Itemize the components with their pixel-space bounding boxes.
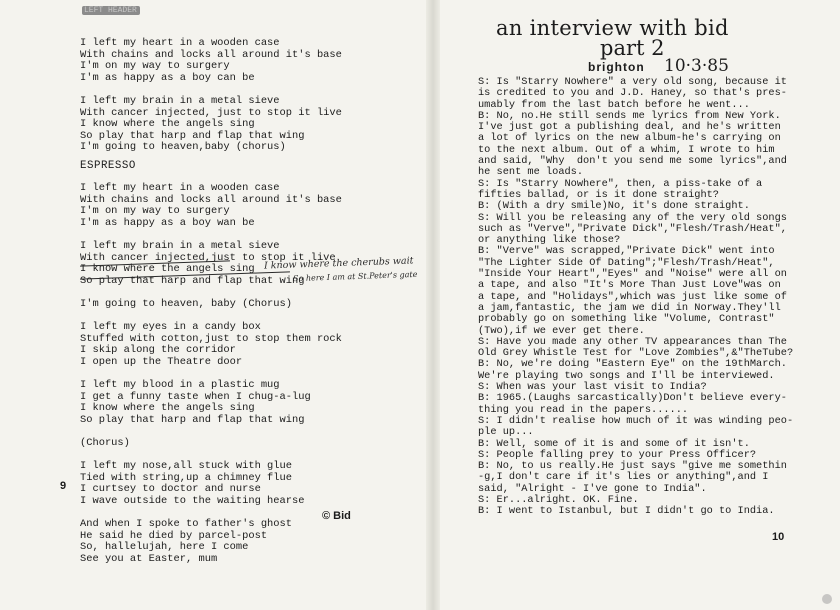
header-smudge: LEFT HEADER <box>82 6 140 15</box>
lyric-line: I left my heart in a wooden case <box>80 37 280 49</box>
lyric-line: I'm going to heaven, baby (Chorus) <box>80 297 293 310</box>
interview-line: We're playing two songs and I'll be interviewed. <box>478 369 775 382</box>
interview-line: B: No, to us really.He just says "give me somethin <box>478 460 787 473</box>
interview-line: or anything like those? <box>478 234 621 247</box>
lyric-line: (Chorus) <box>80 437 130 450</box>
interview-line: B: "Verve" was scrapped,"Private Dick" went into <box>478 245 775 258</box>
lyric-line: So play that harp and flap that wing <box>80 129 305 142</box>
interview-line: probably go on something like "Volume, Contrast" <box>478 313 775 326</box>
song-lyrics-espresso <box>80 183 342 566</box>
lyric-line: He said he died by parcel-post <box>80 529 268 542</box>
lyric-line: I know where the angels sing <box>80 118 255 131</box>
lyric-line: I'm on my way to surgery <box>80 205 230 218</box>
interview-line: a jam,fantastic, the jam we did in Norway.They'll <box>478 301 781 314</box>
lyric-line: And when I spoke to father's ghost <box>80 518 293 531</box>
lyric-line: I left my blood in a plastic mug <box>80 379 280 392</box>
interview-line: thing you read in the papers...... <box>478 403 689 416</box>
interview-line: B: No, no.He still sends me lyrics from New York. <box>478 109 781 122</box>
interview-line: S: I didn't realise how much of it was winding peo- <box>478 414 794 427</box>
interview-line: "The Lighter Side Of Dating";"Flesh/Trash/Heat", <box>478 256 775 269</box>
lyric-line: I left my brain in a metal sieve <box>80 94 280 107</box>
interview-line: B: No, we're doing "Eastern Eye" on the 19thMarch. <box>478 358 787 371</box>
page-number: 10 <box>772 531 785 543</box>
interview-line: B: I went to Istanbul, but I didn't go to India. <box>478 505 775 518</box>
lyric-line: I curtsey to doctor and nurse <box>80 483 261 496</box>
song-verse-block <box>80 38 342 154</box>
lyric-line: I know where the angels sing <box>80 263 255 276</box>
lyric-line: I'm on my way to surgery <box>80 60 230 73</box>
lyric-line: So, hallelujah, here I come <box>80 541 249 554</box>
interview-line: such as "Verve","Private Dick","Flesh/Trash/Heat", <box>478 222 787 235</box>
interview-location: brighton <box>588 60 645 74</box>
lyric-line: I left my heart in a wooden case <box>80 182 280 194</box>
handwritten-annotation: I know where the cherubs wait <box>263 255 414 272</box>
interview-line: is credited to you and J.D. Haney, so that's pres- <box>478 87 787 100</box>
interview-line: and said, "Why don't you send me some lyrics",and <box>478 155 787 168</box>
interview-line: S: Have you made any other TV appearances than The <box>478 335 787 348</box>
lyric-line: I left my brain in a metal sieve <box>80 239 280 252</box>
article-subtitle: part 2 <box>600 36 665 60</box>
interview-line: S: Will you be releasing any of the very old songs <box>478 211 787 224</box>
interview-line: S: Is "Starry Nowhere", then, a piss-take of a <box>478 177 763 190</box>
copyright-mark: © Bid <box>322 510 351 522</box>
interview-date: 10·3·85 <box>664 56 729 76</box>
interview-line: -g,I don't care if it's lies or anything",and I <box>478 471 769 484</box>
interview-text <box>478 77 793 518</box>
lyric-line: I open up the Theatre door <box>80 355 243 368</box>
interview-line: ple up... <box>478 426 534 439</box>
lyric-line: I skip along the corridor <box>80 344 236 357</box>
lyric-line: So play that harp and flap that wing <box>80 413 305 426</box>
interview-line: S: Er...alright. OK. Fine. <box>478 493 639 506</box>
interview-line: (Two),if we ever get there. <box>478 324 645 337</box>
lyric-line: I get a funny taste when I chug-a-lug <box>80 390 311 403</box>
interview-line: S: Is "Starry Nowhere" a very old song, because it <box>478 76 787 88</box>
lyric-line: I'm as happy as a boy can be <box>80 71 255 84</box>
interview-line: a tape, and "Holidays",which was just like some of <box>478 290 787 303</box>
interview-line: S: When was your last visit to India? <box>478 381 707 394</box>
lyric-line: Stuffed with cotton,just to stop them rock <box>80 332 342 345</box>
interview-line: a tape, and also "It's More Than Just Love"was on <box>478 279 781 292</box>
lyric-line: I left my eyes in a candy box <box>80 321 261 334</box>
lyric-line: Tied with string,up a chimney flue <box>80 471 293 484</box>
lyric-line: I'm going to heaven,baby (chorus) <box>80 141 286 154</box>
article-title: an interview with bid <box>496 16 729 40</box>
interview-line: "Inside Your Heart","Eyes" and "Noise" were all on <box>478 268 787 281</box>
interview-line: S: People falling prey to your Press Officer? <box>478 448 757 461</box>
lyric-line: So play that harp and flap that wing <box>80 274 305 287</box>
interview-line: fifties ballad, or is it done straight? <box>478 188 719 201</box>
interview-line: he sent me loads. <box>478 166 584 179</box>
interview-line: B: 1965.(Laughs sarcastically)Don't believe every- <box>478 392 787 405</box>
lyric-line: I wave outside to the waiting hearse <box>80 495 305 508</box>
interview-line: I've just got a publishing deal, and he's written <box>478 121 781 134</box>
lyric-line: With chains and locks all around it's base <box>80 48 342 61</box>
interview-line: B: (With a dry smile)No, it's done straight. <box>478 200 750 213</box>
right-page <box>438 0 840 610</box>
page-number: 9 <box>60 480 67 492</box>
lyric-line: With cancer injected,just to stop it live <box>80 251 336 264</box>
interview-line: to the next album. Out of a whim, I wrote to him <box>478 143 775 156</box>
lyric-line: I know where the angels sing <box>80 402 255 415</box>
song-title: ESPRESSO <box>80 160 136 172</box>
handwritten-annotation: So here I am at St.Peter's gate <box>292 269 418 284</box>
lyric-line: With cancer injected, just to stop it live <box>80 106 342 119</box>
lyric-line: With chains and locks all around it's base <box>80 193 342 206</box>
interview-line: umably from the last batch before he went... <box>478 98 750 111</box>
scan-mark <box>822 594 832 604</box>
interview-line: said, "Alright - I've gone to India". <box>478 482 707 495</box>
lyric-line: I'm as happy as a boy wan be <box>80 216 255 229</box>
interview-line: a lot of lyrics on the new album-he's carrying on <box>478 132 781 145</box>
lyric-line: I left my nose,all stuck with glue <box>80 460 293 473</box>
lyric-line: See you at Easter, mum <box>80 553 218 565</box>
interview-line: Old Grey Whistle Test for "Love Zombies",&"TheTube? <box>478 347 794 360</box>
interview-line: B: Well, some of it is and some of it isn't. <box>478 437 750 450</box>
